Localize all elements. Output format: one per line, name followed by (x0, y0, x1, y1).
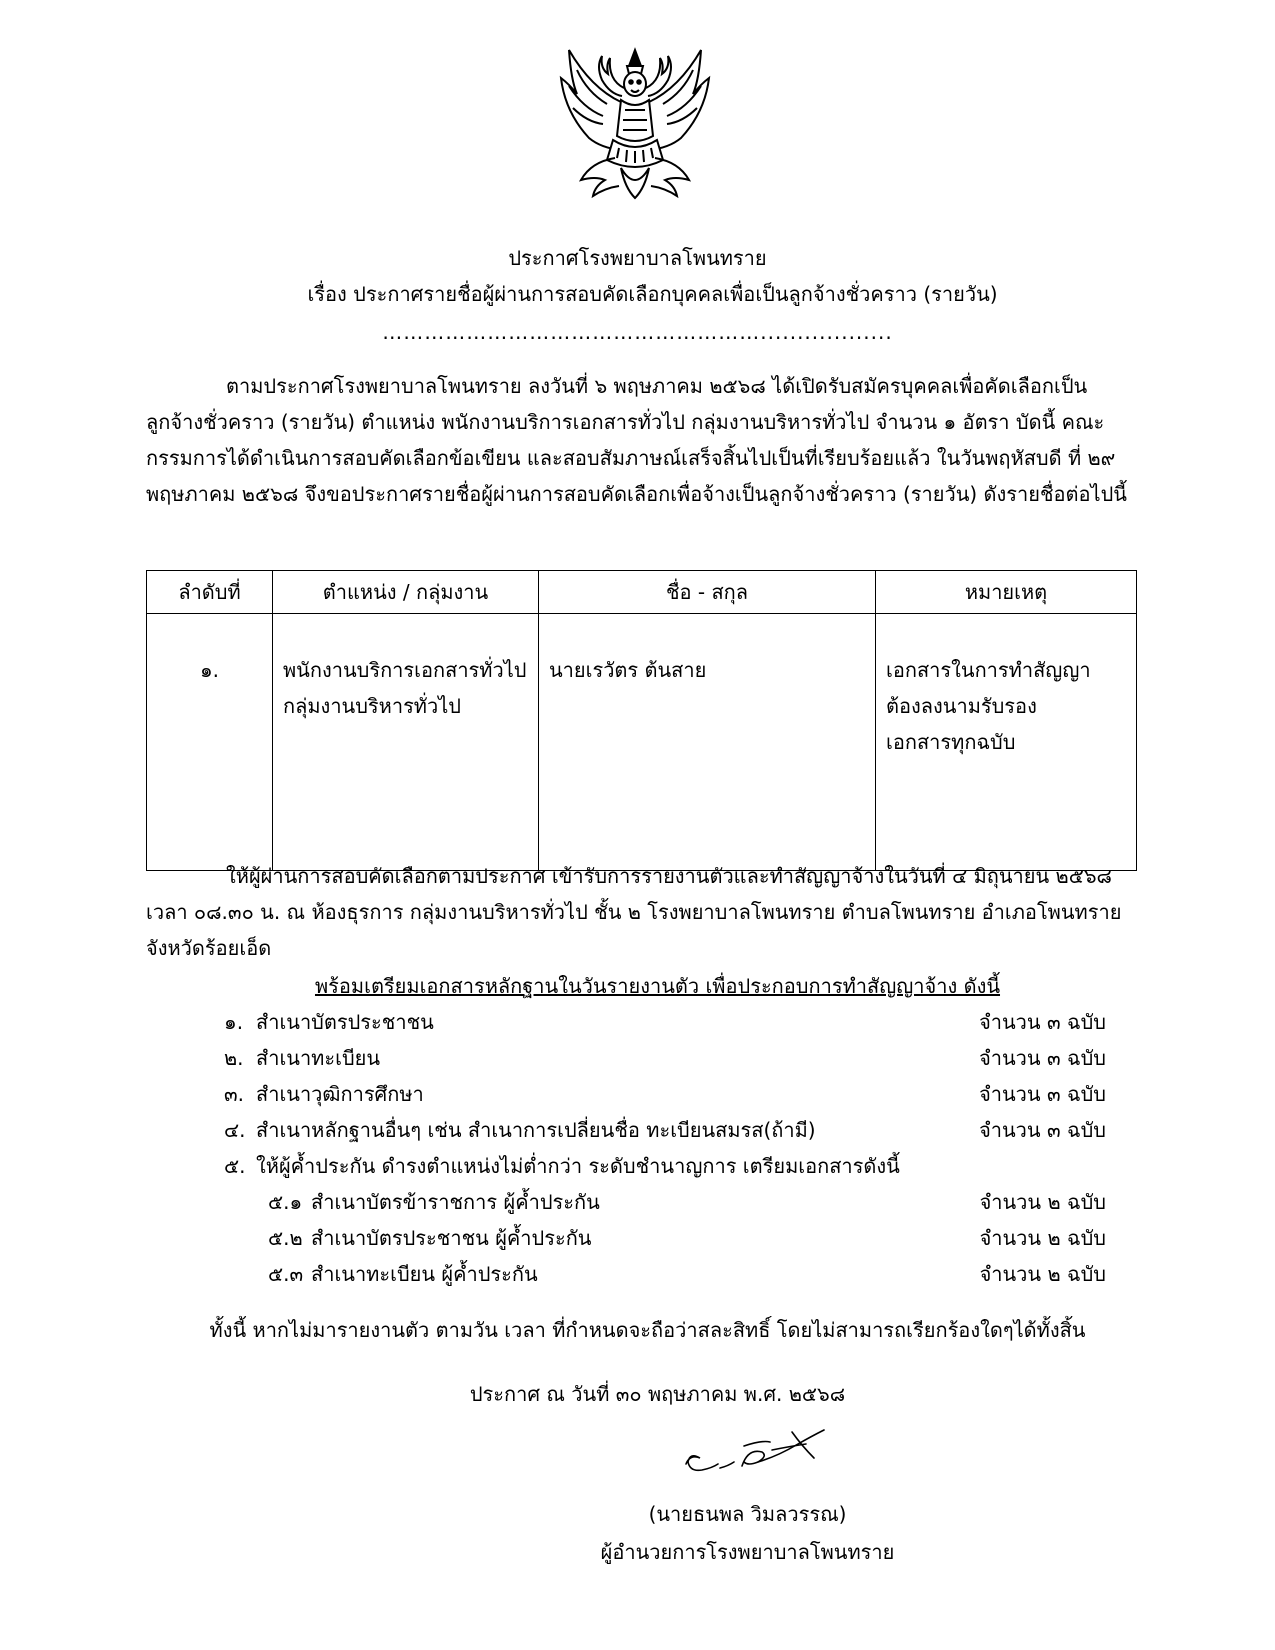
cell-name: นายเรวัตร ต้นสาย (539, 614, 876, 871)
subitem-number: ๕.๑ (268, 1190, 303, 1214)
announcement-date: ประกาศ ณ วันที่ ๓๐ พฤษภาคม พ.ศ. ๒๕๖๘ (469, 1382, 846, 1406)
cell-note (876, 614, 1137, 871)
list-item (146, 1148, 1106, 1184)
note-line: เอกสารในการทำสัญญา (886, 658, 1091, 682)
table-header-row (147, 571, 1137, 614)
subitem-label: สำเนาทะเบียน ผู้ค้ำประกัน (311, 1262, 538, 1286)
item-number: ๒. (224, 1046, 244, 1070)
list-subitem (146, 1184, 1106, 1220)
subitem-label: สำเนาบัตรข้าราชการ ผู้ค้ำประกัน (311, 1190, 600, 1214)
item-quantity: จำนวน ๓ ฉบับ (979, 1010, 1106, 1034)
note-line: ต้องลงนามรับรอง (886, 694, 1037, 718)
report-paragraph: ให้ผู้ผ่านการสอบคัดเลือกตามประกาศ เข้ารับการรายงานตัวและทำสัญญาจ้างในวันที่ ๔ มิถุนายน ๒๕๖๘ เวลา ๐๘.๓๐ น. ณ ห้องธุรการ กลุ่มงานบริหารทั่วไป ชั้น ๒ โรงพยาบาลโพนทราย ตำบลโพนทราย อำเภอโพนทราย จังหวัดร้อยเอ็ด (146, 864, 1122, 960)
item-label: ให้ผู้ค้ำประกัน ดำรงตำแหน่งไม่ต่ำกว่า ระดับชำนาญการ เตรียมเอกสารดังนี้ (256, 1154, 900, 1178)
list-subitem (146, 1256, 1106, 1292)
cell-order: ๑. (147, 614, 273, 871)
group-line: กลุ่มงานบริหารทั่วไป (283, 694, 461, 718)
item-label: สำเนาบัตรประชาชน (256, 1010, 434, 1034)
item-number: ๕. (224, 1154, 246, 1178)
documents-heading: พร้อมเตรียมเอกสารหลักฐานในวันรายงานตัว เพื่อประกอบการทำสัญญาจ้าง ดังนี้ (314, 974, 1001, 998)
item-label: สำเนาหลักฐานอื่นๆ เช่น สำเนาการเปลี่ยนชื่อ ทะเบียนสมรส(ถ้ามี) (256, 1118, 816, 1142)
item-label: สำเนาวุฒิการศึกษา (256, 1082, 424, 1106)
col-header-order: ลำดับที่ (147, 571, 273, 614)
signature-icon (680, 1418, 860, 1490)
intro-paragraph: ตามประกาศโรงพยาบาลโพนทราย ลงวันที่ ๖ พฤษภาคม ๒๕๖๘ ได้เปิดรับสมัครบุคคลเพื่อคัดเลือกเป็นลูกจ้างชั่วคราว (รายวัน) ตำแหน่ง พนักงานบริการเอกสารทั่วไป กลุ่มงานบริหารทั่วไป จำนวน ๑ อัตรา บัดนี้ คณะกรรมการได้ดำเนินการสอบคัดเลือกข้อเขียน และสอบสัมภาษณ์เสร็จสิ้นไปเป็นที่เรียบร้อยแล้ว ในวันพฤหัสบดี ที่ ๒๙ พฤษภาคม ๒๕๖๘ จึงขอประกาศรายชื่อผู้ผ่านการสอบคัดเลือกเพื่อจ้างเป็นลูกจ้างชั่วคราว (รายวัน) ดังรายชื่อต่อไปนี้ (146, 374, 1127, 506)
col-header-name: ชื่อ - สกุล (539, 571, 876, 614)
item-quantity: จำนวน ๓ ฉบับ (979, 1118, 1106, 1142)
list-subitem (146, 1220, 1106, 1256)
separator-line: ……………………………………………….................. (382, 320, 893, 344)
item-number: ๑. (224, 1010, 244, 1034)
subitem-quantity: จำนวน ๒ ฉบับ (979, 1226, 1106, 1250)
position-line: พนักงานบริการเอกสารทั่วไป (283, 658, 527, 682)
announcement-title: ประกาศโรงพยาบาลโพนทราย (508, 246, 767, 270)
signer-name: (นายธนพล วิมลวรรณ) (648, 1502, 847, 1526)
item-quantity: จำนวน ๓ ฉบับ (979, 1082, 1106, 1106)
subitem-number: ๕.๓ (268, 1262, 304, 1286)
col-header-note: หมายเหตุ (876, 571, 1137, 614)
item-label: สำเนาทะเบียน (256, 1046, 381, 1070)
announcement-subject: เรื่อง ประกาศรายชื่อผู้ผ่านการสอบคัดเลือกบุคคลเพื่อเป็นลูกจ้างชั่วคราว (รายวัน) (307, 282, 998, 306)
item-number: ๓. (224, 1082, 245, 1106)
item-quantity: จำนวน ๓ ฉบับ (979, 1046, 1106, 1070)
cell-position (273, 614, 539, 871)
subitem-quantity: จำนวน ๒ ฉบับ (979, 1190, 1106, 1214)
table-row (147, 614, 1137, 871)
list-item (146, 1004, 1106, 1040)
signer-title: ผู้อำนวยการโรงพยาบาลโพนทราย (600, 1540, 895, 1564)
item-number: ๔. (224, 1118, 246, 1142)
list-item (146, 1112, 1106, 1148)
list-item (146, 1076, 1106, 1112)
subitem-label: สำเนาบัตรประชาชน ผู้ค้ำประกัน (311, 1226, 592, 1250)
list-item (146, 1040, 1106, 1076)
subitem-quantity: จำนวน ๒ ฉบับ (979, 1262, 1106, 1286)
closing-note: ทั้งนี้ หากไม่มารายงานตัว ตามวัน เวลา ที่กำหนดจะถือว่าสละสิทธิ์ โดยไม่สามารถเรียกร้องใดๆได้ทั้งสิ้น (209, 1318, 1086, 1342)
subitem-number: ๕.๒ (268, 1226, 303, 1250)
results-table (146, 570, 1137, 871)
col-header-position: ตำแหน่ง / กลุ่มงาน (273, 571, 539, 614)
garuda-emblem-icon (555, 44, 715, 204)
note-line: เอกสารทุกฉบับ (886, 730, 1016, 754)
